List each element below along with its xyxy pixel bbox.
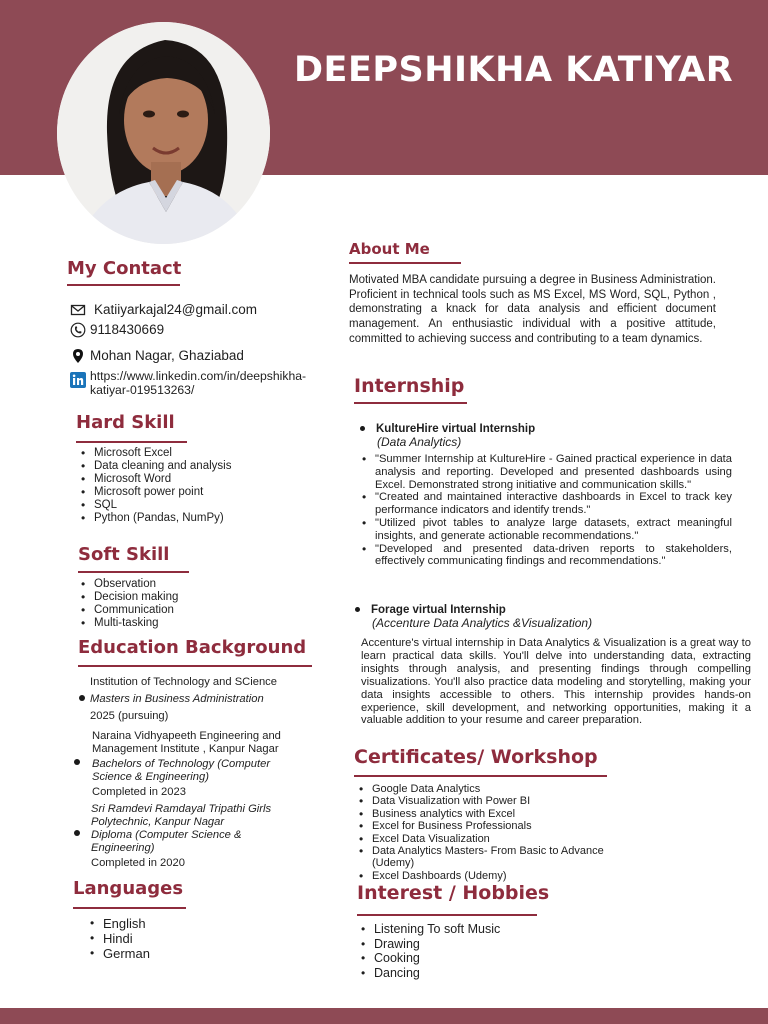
list-item: • Google Data Analytics xyxy=(358,783,658,795)
footer-band xyxy=(0,1008,768,1024)
list-item: • Dancing xyxy=(360,966,610,981)
soft-skill-title: Soft Skill xyxy=(78,544,170,565)
list-item: • "Summer Internship at KultureHire - Gained practical experience in data analysis and reporting. Developed and presented dashboards using Excel. Demonstrated strong initiative and communication skills." xyxy=(361,453,732,491)
certificates-rule xyxy=(354,775,607,777)
list-item: • English xyxy=(89,916,239,931)
list-item: • Cooking xyxy=(360,951,610,966)
contact-linkedin[interactable] xyxy=(70,369,306,397)
institution-line1: Sri Ramdevi Ramdayal Tripathi Girls xyxy=(91,803,272,815)
forage-sub: (Accenture Data Analytics &Visualization) xyxy=(372,616,593,630)
list-item: • German xyxy=(89,946,239,961)
list-item: • "Utilized pivot tables to analyze large datasets, extract meaningful insights, and generate actionable recommendations." xyxy=(361,517,732,543)
hobbies-list xyxy=(360,922,610,981)
degree-line2: Science & Engineering) xyxy=(92,771,209,783)
bullet-dot xyxy=(74,759,80,765)
about-rule xyxy=(349,262,461,264)
hard-skill-list xyxy=(80,447,310,525)
list-item: • Excel for Business Professionals xyxy=(358,820,658,832)
education-entry xyxy=(92,730,322,799)
languages-title: Languages xyxy=(73,878,184,899)
list-item xyxy=(358,845,658,870)
bullet-dot xyxy=(79,695,85,701)
degree: Masters in Business Administration xyxy=(90,693,264,705)
forage-name: Forage virtual Internship xyxy=(371,604,506,616)
candidate-name: DEEPSHIKHA KATIYAR xyxy=(294,50,734,90)
contact-location-text: Mohan Nagar, Ghaziabad xyxy=(90,348,244,363)
contact-phone[interactable] xyxy=(70,322,164,338)
internship-title: Internship xyxy=(354,375,465,397)
hobbies-rule xyxy=(357,914,537,916)
about-text: Motivated MBA candidate pursuing a degree in Business Administration. Proficient in technical tools such as MS Excel, MS Word, SQL, Python , demonstrating a knack for data analysis and efficient document management. An enthusiastic individual with a positive attitude, committed to achieving success and contributing to a team dynamics. xyxy=(349,274,716,345)
hard-skill-title: Hard Skill xyxy=(76,412,175,433)
education-entry xyxy=(90,676,320,723)
profile-photo xyxy=(57,22,270,244)
status: Completed in 2020 xyxy=(91,857,185,869)
contact-title: My Contact xyxy=(67,258,182,279)
education-entry xyxy=(91,803,321,870)
list-item: • Data Visualization with Power BI xyxy=(358,795,658,807)
institution-line2: Management Institute , Kanpur Nagar xyxy=(92,743,279,755)
cert-item-text: Data Analytics Masters- From Basic to Advance xyxy=(372,845,604,858)
linkedin-icon xyxy=(70,372,86,388)
list-item: • Microsoft Excel xyxy=(80,447,310,460)
education-rule xyxy=(78,665,312,667)
languages-list xyxy=(89,916,239,961)
phone-icon xyxy=(70,322,86,338)
linkedin-url-line1: https://www.linkedin.com/in/deepshikha- xyxy=(90,369,307,383)
soft-skill-rule xyxy=(78,571,189,573)
contact-phone-text: 9118430669 xyxy=(90,322,165,337)
kulture-bullets xyxy=(361,453,732,568)
list-item: • Microsoft Word xyxy=(80,473,310,486)
list-item: • Excel Dashboards (Udemy) xyxy=(358,870,658,882)
certificates-list xyxy=(358,783,658,882)
degree-line2: Engineering) xyxy=(91,842,155,854)
list-item: • Decision making xyxy=(80,591,310,604)
bullet-dot xyxy=(74,830,80,836)
about-title: About Me xyxy=(349,240,430,258)
bullet-dot xyxy=(360,426,365,431)
kulture-name: KultureHire virtual Internship xyxy=(376,423,536,435)
internship-rule xyxy=(354,402,467,404)
list-item: • Python (Pandas, NumPy) xyxy=(80,512,310,525)
soft-skill-list xyxy=(80,578,310,630)
languages-rule xyxy=(73,907,186,909)
status: Completed in 2023 xyxy=(92,786,186,798)
bullet-dot xyxy=(355,607,360,612)
linkedin-url-line2: katiyar-019513263/ xyxy=(90,383,195,397)
list-item: • "Created and maintained interactive dashboards in Excel to track key performance indicators and identify trends." xyxy=(361,491,732,517)
contact-location xyxy=(70,348,244,364)
list-item: • Data cleaning and analysis xyxy=(80,460,310,473)
contact-email-text: Katiiyarkajal24@gmail.com xyxy=(94,302,258,317)
list-item: • Observation xyxy=(80,578,310,591)
list-item: • SQL xyxy=(80,499,310,512)
kulture-sub: (Data Analytics) xyxy=(377,435,462,449)
list-item: • Business analytics with Excel xyxy=(358,808,658,820)
list-item: • Listening To soft Music xyxy=(360,922,610,937)
institution: Institution of Technology and SCience xyxy=(90,676,277,688)
contact-rule xyxy=(67,284,180,286)
list-item: • Drawing xyxy=(360,937,610,952)
list-item: • Hindi xyxy=(89,931,239,946)
institution-line2: Polytechnic, Kanpur Nagar xyxy=(91,816,225,828)
cert-item-cont: (Udemy) xyxy=(372,857,415,870)
list-item: • Excel Data Visualization xyxy=(358,833,658,845)
forage-text: Accenture's virtual internship in Data Analytics & Visualization is a great way to learn practical data skills. You'll delve into understanding data, extracting insights through analysis, and presenting findings through compelling visualizations. You'll also practice data modeling and storytelling, making your data insights accessible to others. This internship provides hands-on experience, skill development, and networking opportunities, making it a valuable addition to your resume and career preparation. xyxy=(361,637,751,727)
education-title: Education Background xyxy=(78,637,307,658)
contact-email[interactable] xyxy=(70,302,257,318)
hobbies-title: Interest / Hobbies xyxy=(357,882,550,904)
email-icon xyxy=(70,302,86,318)
list-item: • Communication xyxy=(80,604,310,617)
hard-skill-rule xyxy=(76,441,187,443)
location-pin-icon xyxy=(70,348,86,364)
degree-line1: Bachelors of Technology (Computer xyxy=(92,758,271,770)
certificates-title: Certificates/ Workshop xyxy=(354,746,598,768)
status: 2025 (pursuing) xyxy=(90,710,169,722)
list-item: • "Developed and presented data-driven reports to stakeholders, effectively communicating findings and recommendations." xyxy=(361,543,732,569)
institution-line1: Naraina Vidhyapeeth Engineering and xyxy=(92,730,281,742)
degree-line1: Diploma (Computer Science & xyxy=(91,829,242,841)
list-item: • Multi-tasking xyxy=(80,617,310,630)
list-item: • Microsoft power point xyxy=(80,486,310,499)
